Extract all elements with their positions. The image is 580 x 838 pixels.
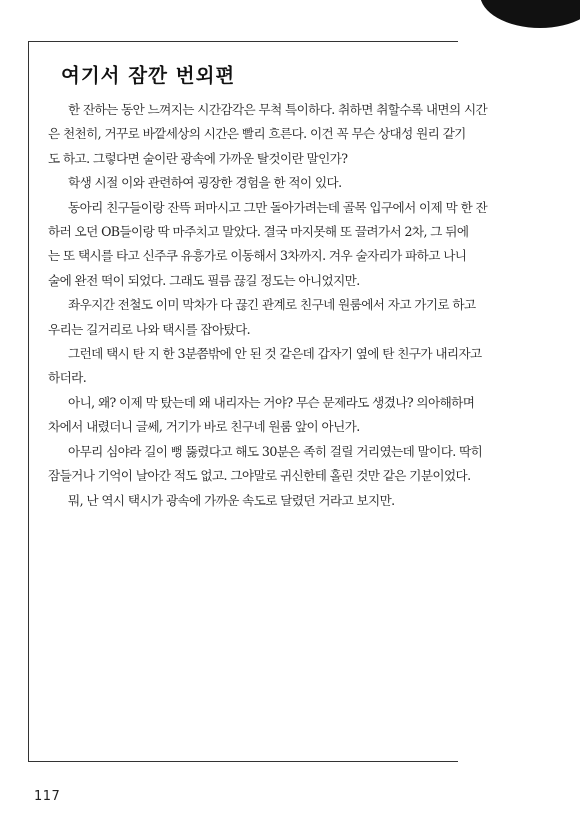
frame-left-rule	[28, 41, 29, 761]
page-number: 117	[34, 789, 61, 804]
paragraph-6	[48, 391, 536, 440]
paragraph-8	[58, 489, 536, 513]
text-line: 하러 오던 OB들이랑 딱 마주치고 말았다. 결국 마지못해 또 끌려가서 2차, 그 뒤에	[48, 224, 469, 240]
text-line: 한 잔하는 동안 느껴지는 시간감각은 무척 특이하다. 취하면 취할수록 내면의 시간	[68, 102, 488, 117]
section-title: 여기서 잠깐 번외편	[61, 64, 236, 87]
text-line: 술에 완전 떡이 되었다. 그래도 필름 끊길 정도는 아니었지만.	[48, 272, 360, 288]
paragraph-7	[48, 440, 536, 489]
text-line: 그런데 택시 탄 지 한 3분쯤밖에 안 된 것 같은데 갑자기 옆에 탄 친구가 내리자고	[68, 346, 482, 362]
frame-bottom-rule	[28, 761, 458, 762]
text-line: 차에서 내렸더니 글쎄, 거기가 바로 친구네 원룸 앞이 아닌가.	[48, 419, 360, 435]
text-line: 아니, 왜? 이제 막 탔는데 왜 내리자는 거야? 무슨 문제라도 생겼나? 의아해하며	[68, 394, 475, 410]
text-line: 잠들거나 기억이 날아간 적도 없고. 그야말로 귀신한테 홀린 것만 같은 기분이었다.	[48, 468, 471, 484]
text-line: 도 하고. 그렇다면 술이란 광속에 가까운 탈것이란 말인가?	[48, 150, 348, 166]
text-line: 는 또 택시를 타고 신주쿠 유흥가로 이동해서 3차까지. 겨우 술자리가 파하고 나니	[48, 248, 467, 264]
frame-top-rule	[28, 41, 458, 42]
paragraph-2	[58, 171, 536, 195]
text-line: 아무리 심야라 길이 뻥 뚫렸다고 해도 30분은 족히 걸릴 거리였는데 말이다. 딱히	[68, 443, 483, 459]
text-line: 동아리 친구들이랑 잔뜩 퍼마시고 그만 돌아가려는데 골목 입구에서 이제 막 한 잔	[68, 199, 488, 215]
text-line: 하더라.	[48, 370, 87, 386]
paragraph-5	[48, 342, 536, 391]
paragraph-1	[48, 98, 536, 171]
text-line: 우리는 길거리로 나와 택시를 잡아탔다.	[48, 321, 251, 337]
text-line: 은 천천히, 거꾸로 바깥세상의 시간은 빨리 흐른다. 이건 꼭 무슨 상대성 원리 같기	[48, 126, 466, 142]
paragraph-3	[48, 196, 536, 294]
text-line: 학생 시절 이와 관련하여 굉장한 경험을 한 적이 있다.	[68, 175, 342, 191]
text-line: 뭐, 난 역시 택시가 광속에 가까운 속도로 달렸던 거라고 보지만.	[68, 492, 395, 508]
paragraph-4	[48, 293, 536, 342]
body-text	[48, 98, 536, 513]
text-line: 좌우지간 전철도 이미 막차가 다 끊긴 관계로 친구네 원룸에서 자고 가기로 하고	[68, 297, 476, 313]
corner-tab-decoration	[480, 0, 580, 28]
